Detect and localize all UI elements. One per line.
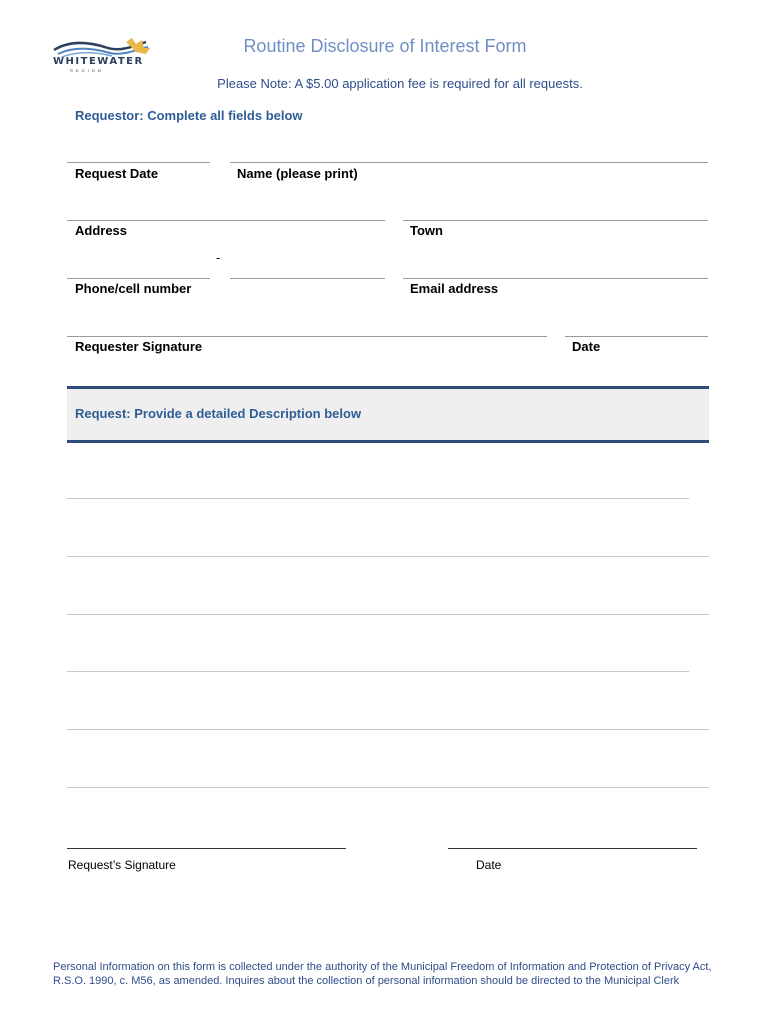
- logo-subtext: REGION: [70, 68, 104, 73]
- phone-separator: -: [216, 250, 221, 265]
- requester-date-label: Date: [572, 339, 601, 354]
- description-line[interactable]: [67, 498, 689, 499]
- privacy-footer: Personal Information on this form is collected under the authority of the Municipal Freedom of Information and Protection of Privacy Act, R.S.O. 1990, c. M56, as amended. Inquires about the collection of personal information should be directed to the Municipal Clerk: [53, 961, 712, 987]
- name-label: Name (please print): [237, 166, 358, 181]
- fee-note: Please Note: A $5.00 application fee is required for all requests.: [217, 76, 583, 91]
- request-date-label: Request Date: [75, 166, 159, 181]
- description-line[interactable]: [67, 614, 709, 615]
- phone-number-field[interactable]: [230, 278, 385, 279]
- description-line[interactable]: [67, 787, 709, 788]
- email-field[interactable]: [403, 278, 708, 279]
- description-line[interactable]: [67, 729, 709, 730]
- requester-signature-field[interactable]: [67, 336, 547, 337]
- request-signature-field[interactable]: [67, 848, 346, 849]
- requester-date-field[interactable]: [565, 336, 708, 337]
- requestor-heading: Requestor: Complete all fields below: [75, 108, 303, 123]
- form-title: Routine Disclosure of Interest Form: [243, 36, 527, 56]
- request-heading: Request: Provide a detailed Description below: [75, 406, 362, 421]
- requester-signature-label: Requester Signature: [75, 339, 203, 354]
- email-label: Email address: [410, 281, 499, 296]
- request-date-field[interactable]: [67, 162, 210, 163]
- description-line[interactable]: [67, 556, 709, 557]
- request-section-band: [67, 386, 709, 443]
- request-signature-label: Request’s Signature: [68, 858, 176, 872]
- address-label: Address: [75, 223, 128, 238]
- logo-wordmark: WHITEWATER: [53, 56, 144, 67]
- phone-label: Phone/cell number: [75, 281, 192, 296]
- town-label: Town: [410, 223, 443, 238]
- phone-area-field[interactable]: [67, 278, 210, 279]
- name-field[interactable]: [230, 162, 708, 163]
- request-date-label: Date: [476, 858, 502, 872]
- description-line[interactable]: [67, 671, 689, 672]
- town-field[interactable]: [403, 220, 708, 221]
- address-field[interactable]: [67, 220, 385, 221]
- request-date-field[interactable]: [448, 848, 697, 849]
